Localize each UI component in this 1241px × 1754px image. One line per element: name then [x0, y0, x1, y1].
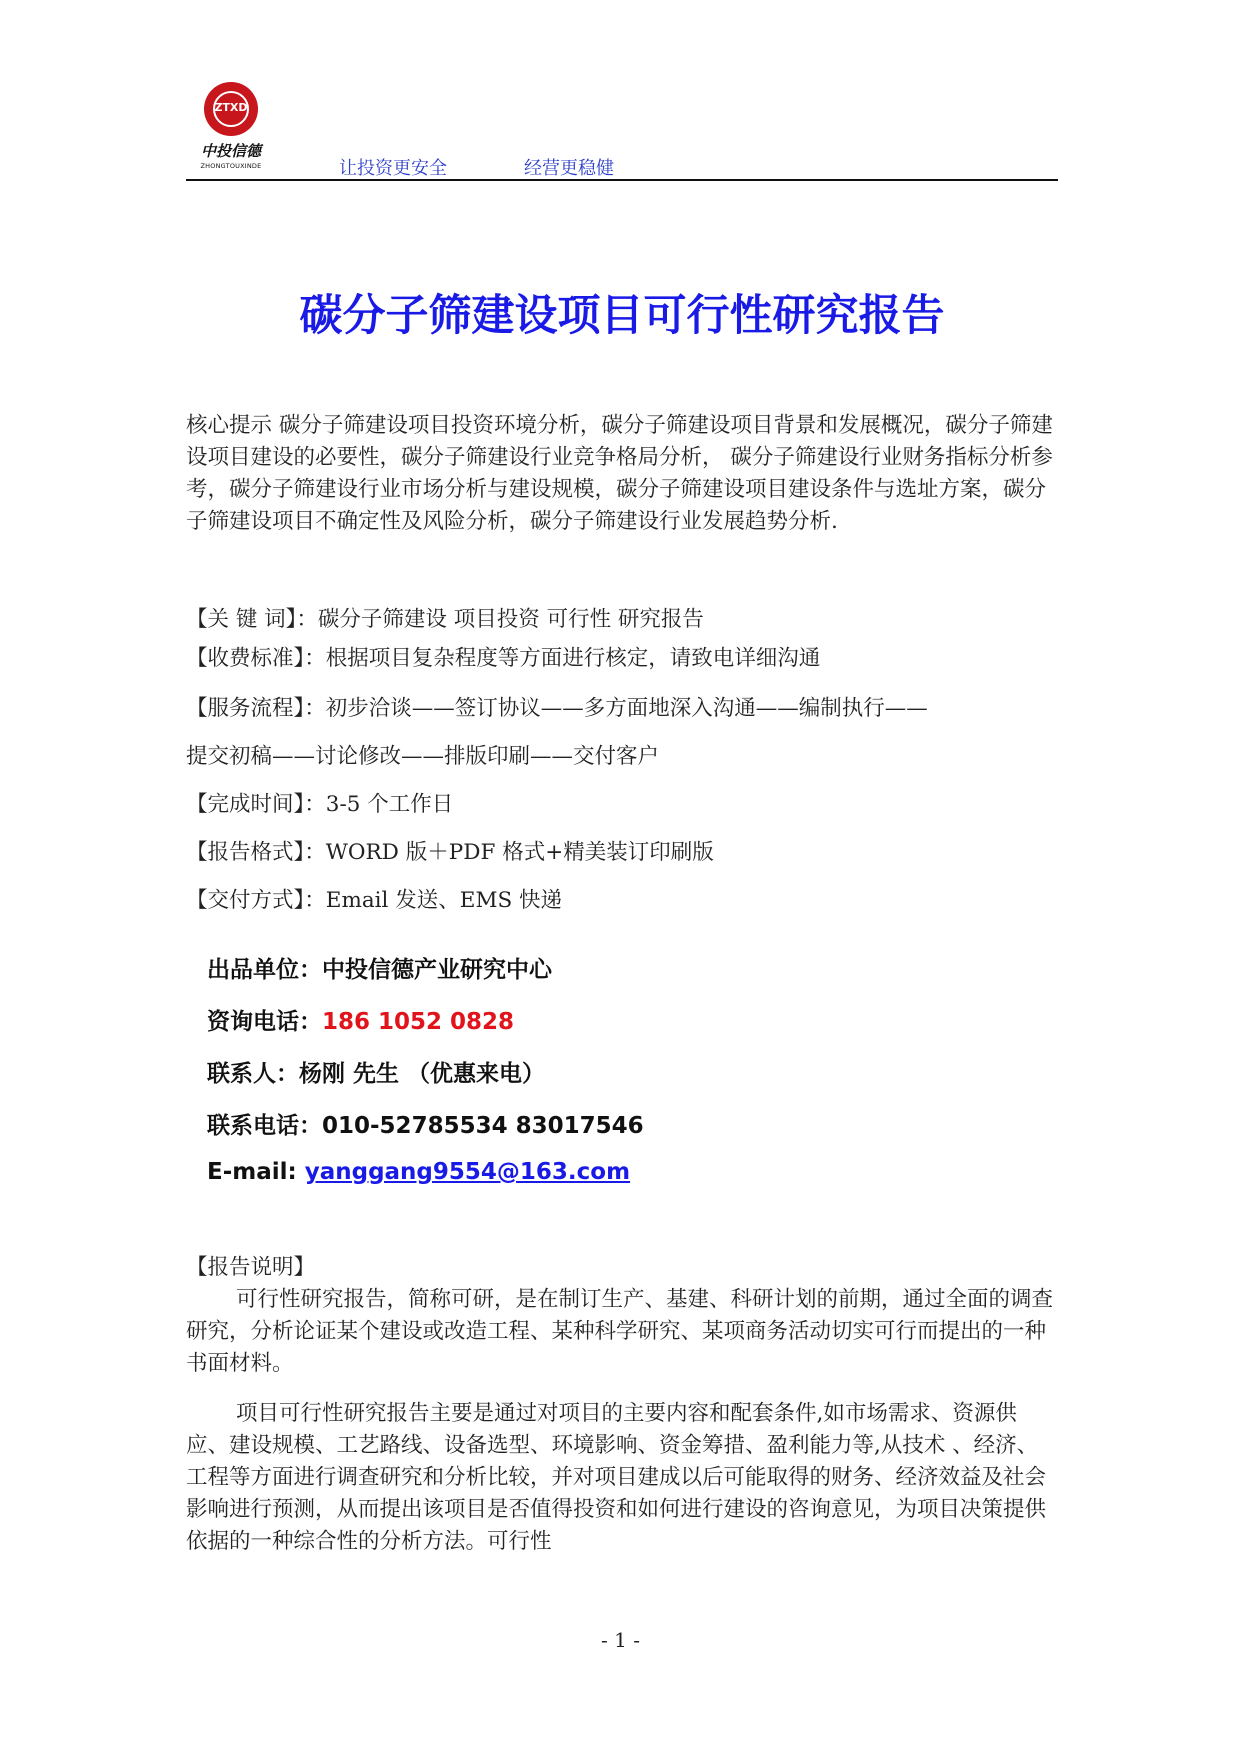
delivery-value: ：Email 发送、EMS 快递: [304, 888, 563, 913]
format-label: 【报告格式】: [186, 840, 305, 865]
page-number: - 1 -: [601, 1628, 640, 1652]
summary-paragraph: 核心提示 碳分子筛建设项目投资环境分析，碳分子筛建设项目背景和发展概况，碳分子筛建设项目建设的必要性，碳分子筛建设行业竞争格局分析， 碳分子筛建设行业财务指标分析参考，碳分子筛建设行业市场分析与建设规模，碳分子筛建设项目建设条件与选址方案，碳分子筛建设项目不确定性及风险分析，碳分子筛建设行业发展趋势分析.: [186, 413, 1053, 534]
hotline-number[interactable]: 186 1052 0828: [322, 1009, 515, 1035]
process-line-continued: 提交初稿——讨论修改——排版印刷——交付客户: [186, 744, 660, 769]
time-line: [186, 787, 1066, 818]
description-paragraph-2: 项目可行性研究报告主要是通过对项目的主要内容和配套条件,如市场需求、资源供应、建设规模、工艺路线、设备选型、环境影响、资金筹措、盈利能力等,从技术 、经济、工程等方面进行调查研究和分析比较，并对项目建成以后可能取得的财务、经济效益及社会影响进行预测，从而提出该项目是否值得投资和如何进行建设的咨询意见，为项目决策提供依据的一种综合性的分析方法。可行性: [186, 1401, 1047, 1554]
phone-numbers: 010-52785534 83017546: [322, 1113, 644, 1139]
publisher-line: [207, 951, 552, 984]
logo-english-name: ZHONGTOUXINDE: [200, 162, 262, 170]
description-heading: 【报告说明】: [186, 1255, 316, 1280]
logo-emblem: [204, 82, 258, 136]
format-value: ：WORD 版＋PDF 格式+精美装订印刷版: [304, 840, 714, 865]
phone-line: [207, 1107, 644, 1140]
hotline-label: 资询电话：: [207, 1009, 322, 1035]
contact-person-label: 联系人：: [207, 1061, 299, 1087]
slogan-stability: 经营更稳健: [524, 158, 614, 179]
delivery-label: 【交付方式】: [186, 888, 305, 913]
company-logo: [186, 82, 276, 176]
email-link[interactable]: yanggang9554@163.com: [304, 1159, 631, 1185]
delivery-line: [186, 883, 1066, 914]
keywords-line: [186, 602, 1066, 633]
fee-value: ：根据项目复杂程度等方面进行核定，请致电详细沟通: [304, 646, 821, 671]
contact-person-line: [207, 1055, 545, 1088]
keywords-label: 【关 键 词】: [186, 607, 297, 632]
contact-person-name: 杨刚 先生 （优惠来电）: [299, 1061, 546, 1087]
keywords-value: ：碳分子筛建设 项目投资 可行性 研究报告: [296, 607, 704, 632]
logo-emblem-text: ZTXD: [214, 101, 248, 114]
description-paragraph-1: 可行性研究报告，简称可研，是在制订生产、基建、科研计划的前期，通过全面的调查研究，分析论证某个建设或改造工程、某种科学研究、某项商务活动切实可行而提出的一种书面材料。: [186, 1287, 1054, 1376]
publisher-name: 中投信德产业研究中心: [322, 957, 552, 983]
time-value: ：3-5 个工作日: [304, 792, 454, 817]
report-title: 碳分子筛建设项目可行性研究报告: [299, 291, 945, 341]
email-label: E-mail:: [207, 1159, 305, 1185]
process-line: [186, 691, 1066, 722]
time-label: 【完成时间】: [186, 792, 305, 817]
fee-label: 【收费标准】: [186, 646, 305, 671]
fee-line: [186, 641, 1066, 672]
hotline-line: [207, 1003, 514, 1036]
logo-chinese-name: 中投信德: [200, 142, 261, 160]
phone-label: 联系电话：: [207, 1113, 322, 1139]
publisher-label: 出品单位：: [207, 957, 322, 983]
process-label: 【服务流程】: [186, 696, 305, 721]
process-value: ：初步洽谈——签订协议——多方面地深入沟通——编制执行——: [304, 696, 928, 721]
slogan-safety: 让投资更安全: [339, 158, 447, 179]
format-line: [186, 835, 1066, 866]
header-divider: [186, 179, 1058, 181]
email-line: [207, 1159, 630, 1185]
